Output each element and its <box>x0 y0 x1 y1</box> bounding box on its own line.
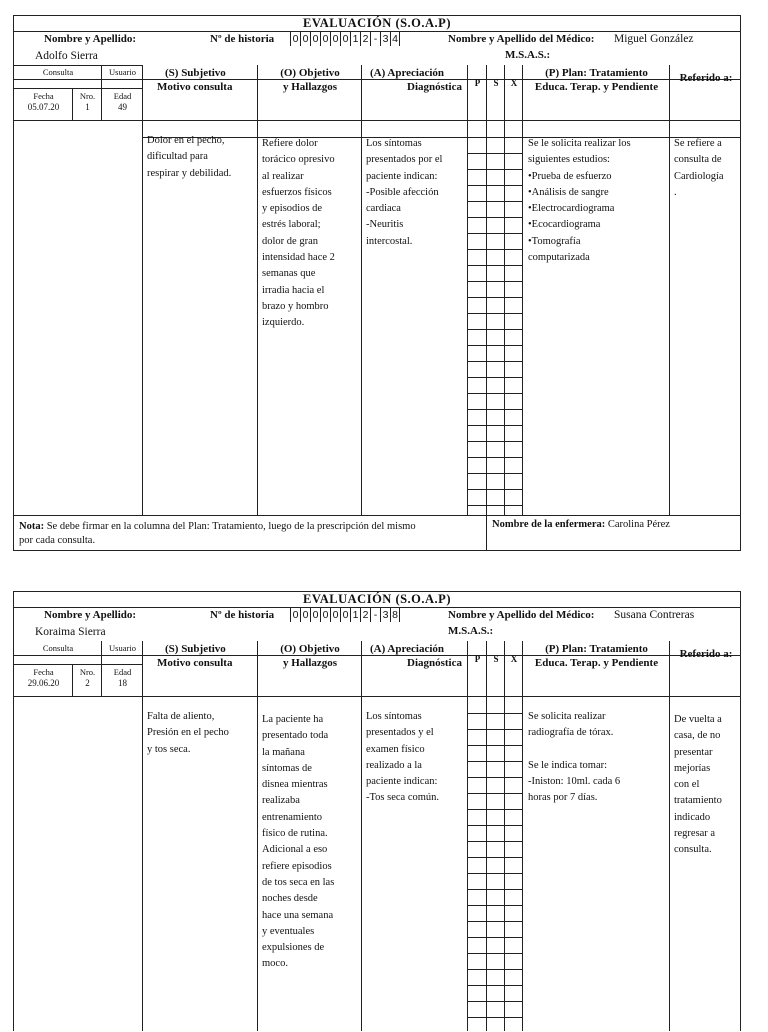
text-line: -Iniston: 10ml. cada 6 <box>528 775 621 787</box>
column-divider <box>523 641 670 1031</box>
text-line: . <box>674 186 677 198</box>
fecha-label: Fecha <box>33 91 54 101</box>
edad-value: 18 <box>118 678 127 688</box>
history-digit: 0 <box>310 608 320 622</box>
subjetivo-header: (S) Subjetivo Motivo consulta <box>157 643 233 669</box>
text-line: dificultad para <box>147 151 208 163</box>
column-divider <box>523 65 670 516</box>
text-line: De vuelta a <box>674 714 722 725</box>
text-line: •Tomografía <box>528 235 581 247</box>
text-line: físico de rutina. <box>262 828 328 840</box>
text-line: casa, de no <box>674 730 721 742</box>
history-digit: 8 <box>390 608 400 622</box>
plan-header: (P) Plan: Tratamiento Educa. Terap. y Pendiente <box>534 643 659 669</box>
history-digit: 0 <box>320 32 330 46</box>
text-line: tratamiento <box>674 795 722 807</box>
text-line: presentar <box>674 746 713 758</box>
nro-label: Nro. <box>79 91 96 101</box>
text-line: realizado a la <box>366 759 422 771</box>
subjetivo-header: (S) Subjetivo Motivo consulta <box>157 67 233 93</box>
x-header: X <box>510 78 518 88</box>
nro-value: 1 <box>85 102 90 112</box>
text-line: examen físico <box>366 743 425 755</box>
nurse-name: Carolina Pérez <box>607 519 670 530</box>
column-divider <box>143 641 258 1031</box>
patient-name-value: Koraima Sierra <box>35 626 106 638</box>
apreciacion-text <box>366 136 464 250</box>
text-line: -Neuritis <box>366 219 404 231</box>
edad-value: 49 <box>118 102 127 112</box>
text-line: Cardiología <box>674 170 724 182</box>
text-line: computarizada <box>528 252 590 264</box>
text-line: noches desde <box>262 893 318 905</box>
text-line: izquierdo. <box>262 317 305 329</box>
history-digit: 0 <box>330 608 340 622</box>
history-number-label: Nº de historia <box>210 609 275 621</box>
history-digit: 3 <box>380 32 390 46</box>
usuario-label: Usuario <box>109 67 136 77</box>
patient-name-label: Nombre y Apellido: <box>44 609 137 621</box>
text-line: esfuerzos físicos <box>262 186 332 198</box>
p-header: P <box>474 78 481 88</box>
history-digit: 0 <box>340 608 350 622</box>
history-digit: 0 <box>290 608 300 622</box>
objetivo-header: (O) Objetivo y Hallazgos <box>280 67 340 93</box>
soap-form-2 <box>13 591 741 1031</box>
text-line: Presión en el pecho <box>147 727 229 739</box>
soap-form-1 <box>13 15 741 551</box>
footer-note <box>19 520 484 548</box>
consulta-subline <box>14 664 143 665</box>
text-line: radiografía de tórax. <box>528 727 614 739</box>
text-line: -Posible afección <box>366 186 439 198</box>
text-line: Se refiere a <box>674 138 722 149</box>
edad-label: Edad <box>113 91 132 101</box>
text-line: paciente indican: <box>366 776 438 788</box>
header-bottom-line <box>14 120 740 121</box>
text-line: Se le indica tomar: <box>528 759 608 771</box>
nurse-field <box>492 518 670 532</box>
history-number-boxes <box>290 32 400 46</box>
text-line: Adicional a eso <box>262 844 328 856</box>
history-digit: 0 <box>300 32 310 46</box>
text-line: refiere episodios <box>262 860 332 872</box>
apreciacion-text <box>366 709 464 807</box>
history-digit: 2 <box>360 608 370 622</box>
text-line: hace una semana <box>262 909 334 921</box>
history-digit: 1 <box>350 608 360 622</box>
text-line: presentados y el <box>366 727 434 739</box>
text-line: Dolor en el pecho, <box>147 135 225 146</box>
form-title: EVALUACIÓN (S.O.A.P) <box>14 16 740 32</box>
text-line: mejorías <box>674 762 711 774</box>
text-line: -Tos seca común. <box>366 792 440 804</box>
text-line: paciente indican: <box>366 170 438 182</box>
history-digit: 0 <box>320 608 330 622</box>
patient-name-value: Adolfo Sierra <box>35 50 98 62</box>
text-line: consulta de <box>674 154 722 166</box>
note-label: Nota: <box>19 521 45 532</box>
text-line: irradia hacia el <box>262 284 325 296</box>
text-line: semanas que <box>262 268 316 280</box>
referido-header: Referido a: <box>679 72 733 84</box>
patient-name-label: Nombre y Apellido: <box>44 33 137 45</box>
apreciacion-header: (A) Apreciación Diagnóstica <box>370 643 462 669</box>
history-digit: 3 <box>380 608 390 622</box>
history-digit: 4 <box>390 32 400 46</box>
text-line: Falta de aliento, <box>147 711 215 722</box>
text-line: consulta. <box>674 844 712 856</box>
referido-text <box>674 712 740 859</box>
consulta-label: Consulta <box>42 643 74 653</box>
doctor-name-value: Miguel González <box>614 33 694 45</box>
usuario-label: Usuario <box>109 643 136 653</box>
consulta-subline <box>14 88 143 89</box>
fecha-value: 29.06.20 <box>27 678 60 688</box>
text-line: Se solicita realizar <box>528 711 606 722</box>
referido-text <box>674 136 740 201</box>
history-digit: 0 <box>310 32 320 46</box>
history-digit: 2 <box>360 32 370 46</box>
column-divider <box>14 641 143 1031</box>
text-line: horas por 7 días. <box>528 792 598 804</box>
objetivo-text <box>262 136 357 332</box>
subjetivo-text <box>147 133 253 182</box>
header-bottom-line <box>14 696 740 697</box>
column-divider <box>362 65 468 516</box>
text-line: Se le solicita realizar los <box>528 138 631 149</box>
consulta-label: Consulta <box>42 67 74 77</box>
apreciacion-header: (A) Apreciación Diagnóstica <box>370 67 462 93</box>
column-divider <box>14 65 143 516</box>
text-line: Los síntomas <box>366 711 422 722</box>
text-line: disnea mientras <box>262 779 328 791</box>
text-line: intensidad hace 2 <box>262 252 335 264</box>
history-digit: 0 <box>300 608 310 622</box>
text-line: indicado <box>674 811 711 823</box>
s-header: S <box>493 78 499 88</box>
doctor-name-label: Nombre y Apellido del Médico: <box>448 33 595 45</box>
text-line: regresar a <box>674 828 716 840</box>
note-text: por cada consulta. <box>19 535 96 546</box>
text-line: estrés laboral; <box>262 219 321 231</box>
edad-label: Edad <box>113 667 132 677</box>
referido-header: Referido a: <box>679 648 733 660</box>
psx-grid <box>468 696 523 1032</box>
history-digit: 0 <box>340 32 350 46</box>
text-line: entrenamiento <box>262 811 323 823</box>
text-line: •Electrocardiograma <box>528 203 615 215</box>
text-line: Refiere dolor <box>262 138 318 149</box>
text-line: y tos seca. <box>147 743 191 755</box>
text-line: torácico opresivo <box>262 154 335 166</box>
objetivo-header: (O) Objetivo y Hallazgos <box>280 643 340 669</box>
history-number-boxes <box>290 608 400 622</box>
note-text: Se debe firmar en la columna del Plan: Tratamiento, luego de la prescripción del mismo <box>44 521 416 532</box>
text-line: Los síntomas <box>366 138 422 149</box>
subjetivo-text <box>147 709 253 758</box>
text-line: •Prueba de esfuerzo <box>528 170 612 182</box>
text-line: realizaba <box>262 795 300 807</box>
column-divider <box>362 641 468 1031</box>
text-line: respirar y debilidad. <box>147 167 232 179</box>
text-line: al realizar <box>262 170 304 182</box>
text-line: dolor de gran <box>262 235 318 247</box>
form-title: EVALUACIÓN (S.O.A.P) <box>14 592 740 608</box>
x-header: X <box>510 654 518 664</box>
nro-label: Nro. <box>79 667 96 677</box>
plan-header: (P) Plan: Tratamiento Educa. Terap. y Pendiente <box>534 67 659 93</box>
text-line: de tos seca en las <box>262 876 335 888</box>
text-line: moco. <box>262 958 288 970</box>
s-header: S <box>493 654 499 664</box>
text-line: síntomas de <box>262 762 312 774</box>
plan-text <box>528 136 666 266</box>
doctor-name-value: Susana Contreras <box>614 609 695 621</box>
text-line: •Ecocardiograma <box>528 219 601 231</box>
text-line: brazo y hombro <box>262 300 329 312</box>
text-line: la mañana <box>262 746 305 758</box>
text-line: La paciente ha <box>262 714 324 725</box>
history-digit: 0 <box>290 32 300 46</box>
history-digit: 0 <box>330 32 340 46</box>
fecha-value: 05.07.20 <box>27 102 60 112</box>
fecha-label: Fecha <box>33 667 54 677</box>
plan-text <box>528 709 666 806</box>
text-line: •Análisis de sangre <box>528 186 609 198</box>
text-line: y episodios de <box>262 203 323 215</box>
text-line: expulsiones de <box>262 942 325 954</box>
nurse-label: Nombre de la enfermera: <box>492 519 606 530</box>
text-line: y eventuales <box>262 925 315 937</box>
text-line: intercostal. <box>366 235 413 247</box>
psx-grid <box>468 120 523 518</box>
objetivo-text <box>262 712 357 973</box>
text-line: presentados por el <box>366 154 443 166</box>
doctor-name-label: Nombre y Apellido del Médico: <box>448 609 595 621</box>
text-line: con el <box>674 779 700 791</box>
p-header: P <box>474 654 481 664</box>
history-digit: - <box>370 608 380 622</box>
msas-label: M.S.A.S.: <box>448 625 494 637</box>
text-line <box>528 742 666 758</box>
text-line: cardiaca <box>366 203 401 215</box>
history-digit: 1 <box>350 32 360 46</box>
msas-label: M.S.A.S.: <box>505 49 551 61</box>
history-digit: - <box>370 32 380 46</box>
history-number-label: Nº de historia <box>210 33 275 45</box>
text-line: presentado toda <box>262 730 329 742</box>
nro-value: 2 <box>85 678 90 688</box>
text-line: siguientes estudios: <box>528 154 610 166</box>
